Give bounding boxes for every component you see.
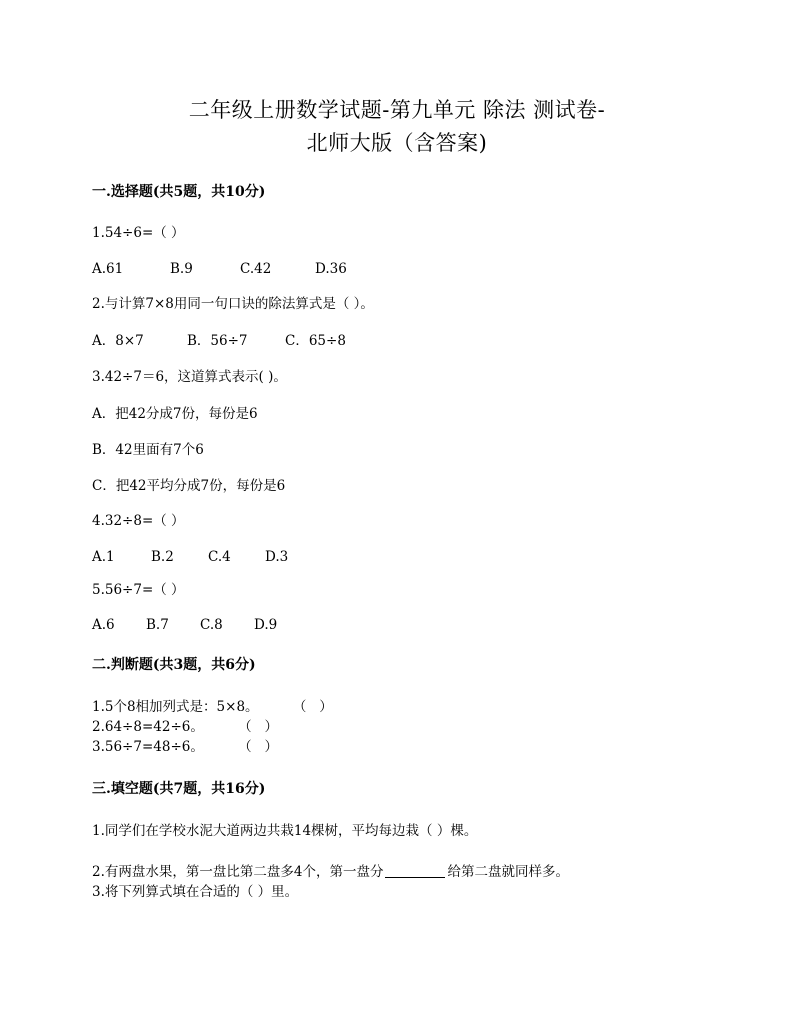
fill-question-1: 1.同学们在学校水泥大道两边共栽14棵树，平均每边栽（ ）棵。: [92, 823, 478, 839]
question-2: 2.与计算7×8用同一句口诀的除法算式是（ ）。: [92, 296, 374, 312]
answer-blank: [385, 863, 445, 878]
q4-option-b: B.2: [151, 549, 174, 565]
question-4: 4.32÷8=（ ）: [92, 513, 185, 529]
judgement-item-2: 2.64÷8=42÷6。 （ ）: [92, 719, 279, 735]
fill-question-2: [92, 862, 569, 882]
q5-option-b: B.7: [146, 617, 169, 633]
question-5: 5.56÷7=（ ）: [92, 582, 185, 598]
question-1: 1.54÷6=（ ）: [92, 225, 185, 241]
q1-option-a: A.61: [92, 261, 124, 277]
section-heading-fill-blank: 三.填空题(共7题，共16分): [92, 781, 266, 797]
q1-option-b: B.9: [170, 261, 193, 277]
fill-question-2-before: 2.有两盘水果，第一盘比第二盘多4个，第一盘分: [92, 864, 384, 880]
page-title-line-1: 二年级上册数学试题-第九单元 除法 测试卷-: [188, 98, 606, 122]
fill-question-2-after: 给第二盘就同样多。: [447, 864, 569, 880]
fill-question-3: 3.将下列算式填在合适的（ ）里。: [92, 884, 299, 900]
q5-option-d: D.9: [254, 617, 278, 633]
q2-option-b: B．56÷7: [187, 333, 248, 349]
section-heading-judgement: 二.判断题(共3题，共6分): [92, 657, 256, 673]
q3-option-a: A．把42分成7份，每份是6: [92, 406, 258, 422]
judgement-item-3: 3.56÷7=48÷6。 （ ）: [92, 739, 279, 755]
section-heading-choice: 一.选择题(共5题，共10分): [92, 184, 266, 200]
page-title-line-2: 北师大版（含答案): [306, 131, 488, 155]
q3-option-b: B．42里面有7个6: [92, 442, 204, 458]
q5-option-c: C.8: [200, 617, 223, 633]
q1-option-d: D.36: [315, 261, 347, 277]
judgement-item-1: 1.5个8相加列式是：5×8。 （ ）: [92, 699, 333, 715]
q1-option-c: C.42: [240, 261, 272, 277]
q4-option-d: D.3: [265, 549, 289, 565]
q4-option-c: C.4: [208, 549, 231, 565]
q5-option-a: A.6: [92, 617, 115, 633]
q3-option-c: C．把42平均分成7份，每份是6: [92, 478, 286, 494]
question-3: 3.42÷7＝6，这道算式表示( )。: [92, 369, 287, 385]
q2-option-c: C．65÷8: [285, 333, 346, 349]
q4-option-a: A.1: [92, 549, 115, 565]
q2-option-a: A．8×7: [92, 333, 144, 349]
